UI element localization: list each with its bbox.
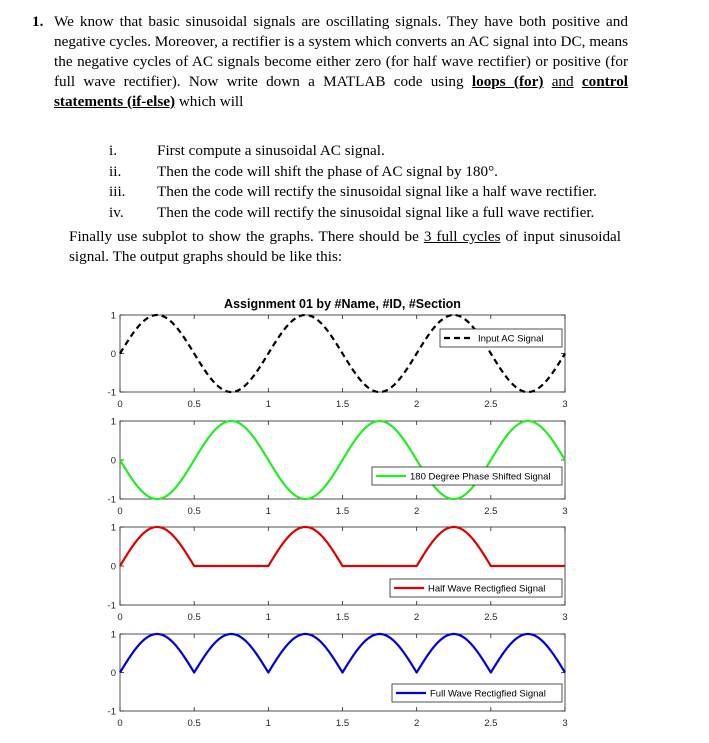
y-tick-label: 0: [110, 561, 116, 573]
x-tick-label: 0.5: [187, 399, 201, 410]
x-tick-label: 0: [117, 718, 123, 729]
list-item-text: Then the code will shift the phase of AC signal by 180°.: [157, 162, 498, 180]
y-tick-label: -1: [107, 387, 116, 399]
x-tick-label: 1: [265, 718, 271, 729]
x-tick-label: 1.5: [335, 718, 350, 729]
x-tick-label: 2.5: [484, 612, 498, 623]
final-post: of input sinusoidal signal. The output graphs should be like this:: [69, 228, 621, 265]
y-tick-label: 1: [110, 310, 116, 322]
list-item-number: iii.: [109, 183, 126, 200]
x-tick-label: 2: [414, 718, 420, 729]
x-tick-label: 0.5: [187, 612, 201, 623]
x-tick-label: 2: [414, 399, 420, 410]
control-keyword: control statements (if-else): [54, 73, 629, 110]
x-tick-label: 0.5: [187, 506, 201, 517]
intro-text: We know that basic sinusoidal signals are oscillating signals. They have both positive and negative cycles. Moreover, a rectifier is a system which converts an AC signal into DC, means the negative cycles of AC signals become either zero (for half wave rectifier) or positive (for full wave rectifier). Now write down a MATLAB code using: [54, 13, 628, 90]
legend-label: Full Wave Rectigfied Signal: [430, 688, 546, 700]
x-tick-label: 2.5: [484, 399, 498, 410]
final-pre: Finally use subplot to show the graphs. There should be: [69, 228, 419, 245]
y-tick-label: -1: [107, 494, 116, 506]
x-tick-label: 0.5: [187, 718, 201, 729]
y-tick-label: 0: [110, 668, 116, 679]
y-tick-label: 0: [110, 455, 116, 467]
question-number: 1.: [32, 13, 44, 30]
x-tick-label: 1: [265, 399, 271, 410]
legend-label: Half Wave Rectigfied Signal: [428, 583, 546, 595]
x-tick-label: 1.5: [335, 612, 350, 623]
which-text: which will: [178, 93, 244, 110]
y-tick-label: 0: [110, 349, 116, 360]
x-tick-label: 3: [562, 506, 568, 517]
x-tick-label: 0: [117, 399, 123, 410]
x-tick-label: 3: [562, 612, 568, 623]
full-cycles-text: 3 full cycles: [423, 228, 501, 245]
list-item-text: Then the code will rectify the sinusoidal signal like a half wave rectifier.: [157, 183, 597, 200]
y-tick-label: -1: [107, 600, 116, 612]
list-item-number: ii.: [109, 162, 122, 180]
x-tick-label: 0: [117, 506, 123, 517]
x-tick-label: 2: [414, 612, 420, 623]
x-tick-label: 3: [562, 718, 568, 729]
y-tick-label: 1: [110, 416, 116, 428]
x-tick-label: 1: [265, 506, 271, 517]
x-tick-label: 1: [265, 612, 271, 623]
x-tick-label: 2.5: [484, 718, 498, 729]
loops-keyword: loops (for): [471, 73, 544, 90]
list-item-number: i.: [109, 142, 118, 159]
x-tick-label: 1.5: [335, 399, 350, 410]
legend-label: 180 Degree Phase Shifted Signal: [410, 471, 551, 483]
chart-title: Assignment 01 by #Name, #ID, #Section: [224, 297, 461, 311]
list-item-text: First compute a sinusoidal AC signal.: [157, 142, 385, 159]
x-tick-label: 1.5: [335, 506, 350, 517]
x-tick-label: 0: [117, 612, 123, 623]
list-item-number: iv.: [109, 203, 124, 221]
y-tick-label: 1: [110, 522, 116, 534]
x-tick-label: 2.5: [484, 506, 498, 517]
x-tick-label: 2: [414, 506, 420, 517]
and-word: and: [551, 73, 574, 90]
y-tick-label: 1: [110, 629, 116, 641]
list-item-text: Then the code will rectify the sinusoidal signal like a full wave rectifier.: [157, 203, 595, 221]
legend-label: Input AC Signal: [478, 333, 544, 345]
x-tick-label: 3: [562, 399, 568, 410]
y-tick-label: -1: [107, 706, 116, 718]
